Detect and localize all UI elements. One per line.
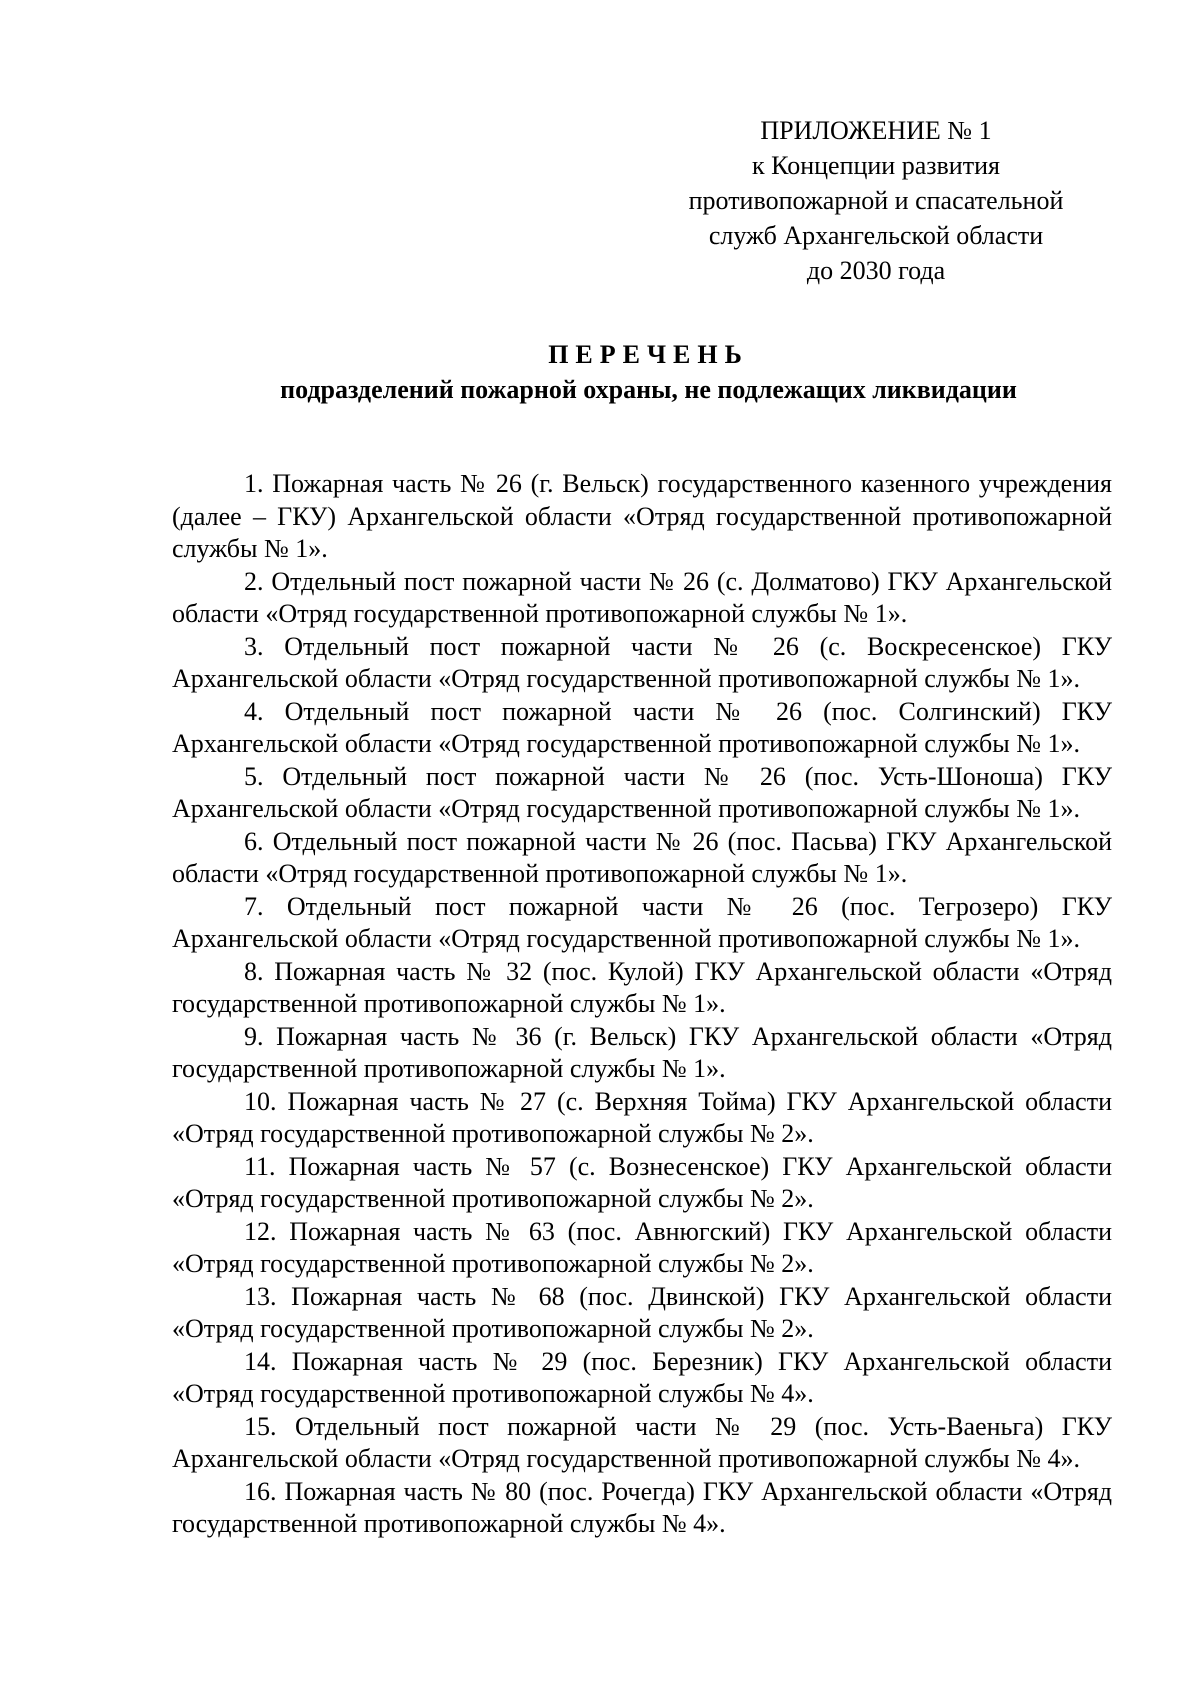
list-item: 7. Отдельный пост пожарной части № 26 (пос. Тегрозеро) ГКУ Архангельской области «Отряд государственной противопожарной службы № 1».: [172, 891, 1112, 953]
list-item: 16. Пожарная часть № 80 (пос. Рочегда) ГКУ Архангельской области «Отряд государственной противопожарной службы № 4».: [172, 1476, 1112, 1538]
document-subtitle: подразделений пожарной охраны, не подлежащих ликвидации: [280, 375, 1017, 404]
appendix-line: до 2030 года: [806, 256, 946, 285]
list-item: 11. Пожарная часть № 57 (с. Вознесенское) ГКУ Архангельской области «Отряд государственной противопожарной службы № 2».: [172, 1151, 1112, 1213]
appendix-line: к Концепции развития: [752, 151, 1000, 180]
list-item: 15. Отдельный пост пожарной части № 29 (пос. Усть-Ваеньга) ГКУ Архангельской области «Отряд государственной противопожарной службы № 4».: [172, 1411, 1112, 1473]
list-item: 5. Отдельный пост пожарной части № 26 (пос. Усть-Шоноша) ГКУ Архангельской области «Отряд государственной противопожарной службы № 1».: [172, 761, 1112, 823]
list-item: 3. Отдельный пост пожарной части № 26 (с. Воскресенское) ГКУ Архангельской области «Отряд государственной противопожарной службы № 1».: [172, 631, 1112, 693]
list-item: 12. Пожарная часть № 63 (пос. Авнюгский) ГКУ Архангельской области «Отряд государственной противопожарной службы № 2».: [172, 1216, 1112, 1278]
list-item: 14. Пожарная часть № 29 (пос. Березник) ГКУ Архангельской области «Отряд государственной противопожарной службы № 4».: [172, 1346, 1112, 1408]
list-item: 9. Пожарная часть № 36 (г. Вельск) ГКУ Архангельской области «Отряд государственной противопожарной службы № 1».: [172, 1021, 1112, 1083]
list-item: 13. Пожарная часть № 68 (пос. Двинской) ГКУ Архангельской области «Отряд государственной противопожарной службы № 2».: [172, 1281, 1112, 1343]
units-list: [172, 468, 1112, 1541]
appendix-block: [656, 113, 1096, 288]
document-title: ПЕРЕЧЕНЬ: [548, 340, 749, 369]
list-item: 8. Пожарная часть № 32 (пос. Кулой) ГКУ Архангельской области «Отряд государственной противопожарной службы № 1».: [172, 956, 1112, 1018]
appendix-line: противопожарной и спасательной: [688, 186, 1064, 215]
list-item: 2. Отдельный пост пожарной части № 26 (с. Долматово) ГКУ Архангельской области «Отряд государственной противопожарной службы № 1».: [172, 566, 1112, 628]
appendix-line: ПРИЛОЖЕНИЕ № 1: [760, 116, 992, 145]
list-item: 10. Пожарная часть № 27 (с. Верхняя Тойма) ГКУ Архангельской области «Отряд государственной противопожарной службы № 2».: [172, 1086, 1112, 1148]
list-item: 4. Отдельный пост пожарной части № 26 (пос. Солгинский) ГКУ Архангельской области «Отряд государственной противопожарной службы № 1».: [172, 696, 1112, 758]
list-item: 6. Отдельный пост пожарной части № 26 (пос. Пасьва) ГКУ Архангельской области «Отряд государственной противопожарной службы № 1».: [172, 826, 1112, 888]
list-item: 1. Пожарная часть № 26 (г. Вельск) государственного казенного учреждения (далее – ГКУ) Архангельской области «Отряд государственной противопожарной службы № 1».: [172, 469, 1112, 563]
appendix-line: служб Архангельской области: [708, 221, 1044, 250]
